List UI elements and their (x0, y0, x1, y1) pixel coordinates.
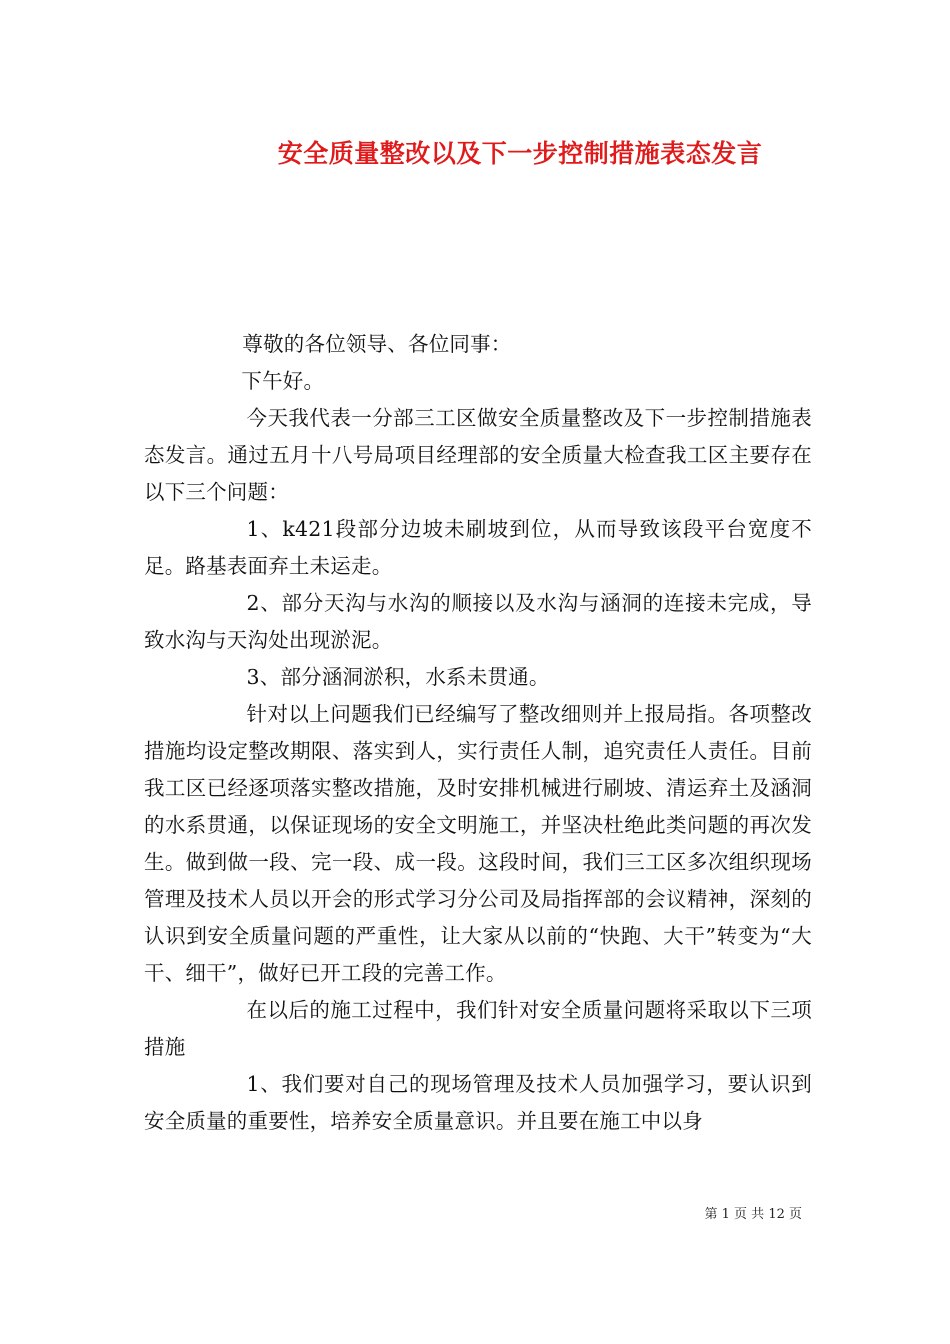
paragraph-intro: 今天我代表一分部三工区做安全质量整改及下一步控制措施表态发言。通过五月十八号局项目经理部的安全质量大检查我工区主要存在以下三个问题： (144, 406, 812, 504)
problem-item-3: 3、部分涵洞淤积，水系未贯通。 (246, 665, 550, 689)
document-title: 安全质量整改以及下一步控制措施表态发言 (277, 139, 763, 168)
problem-item-1: 1、k421段部分边坡未刷坡到位，从而导致该段平台宽度不足。路基表面弃土未运走。 (144, 517, 812, 578)
paragraph-actions: 针对以上问题我们已经编写了整改细则并上报局指。各项整改措施均设定整改期限、落实到人，实行责任人制，追究责任人责任。目前我工区已经逐项落实整改措施，及时安排机械进行刷坡、清运弃土及涵洞的水系贯通，以保证现场的安全文明施工，并坚决杜绝此类问题的再次发生。做到做一段、完一段、成一段。这段时间，我们三工区多次组织现场管理及技术人员以开会的形式学习分公司及局指挥部的会议精神，深刻的认识到安全质量问题的严重性，让大家从以前的“快跑、大干”转变为“大干、细干”，做好已开工段的完善工作。 (144, 702, 812, 985)
greeting: 下午好。 (241, 369, 325, 393)
salutation: 尊敬的各位领导、各位同事： (242, 332, 512, 356)
measure-item-1: 1、我们要对自己的现场管理及技术人员加强学习，要认识到安全质量的重要性，培养安全质量意识。并且要在施工中以身 (144, 1072, 812, 1133)
page-footer: 第 1 页 共 12 页 (704, 1207, 802, 1222)
document-body (144, 326, 812, 1140)
problem-item-2: 2、部分天沟与水沟的顺接以及水沟与涵洞的连接未完成，导致水沟与天沟处出现淤泥。 (144, 591, 812, 652)
paragraph-measures: 在以后的施工过程中，我们针对安全质量问题将采取以下三项措施 (144, 998, 812, 1059)
